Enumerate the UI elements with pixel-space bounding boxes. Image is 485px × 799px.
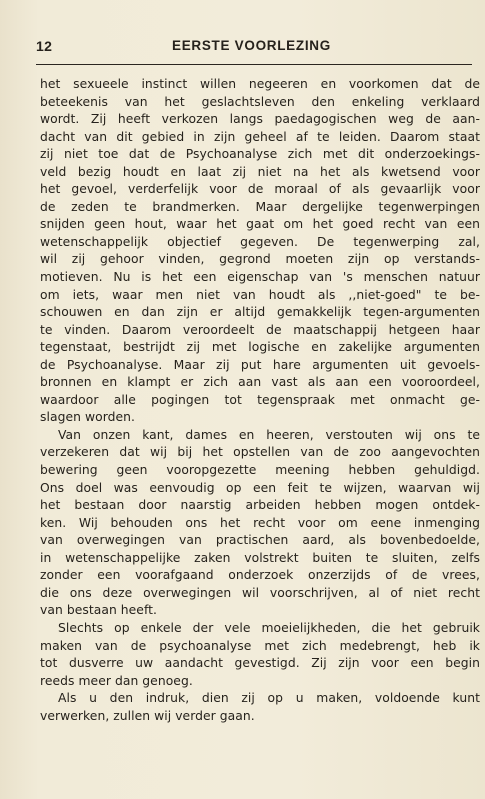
text-line: ken. Wij behouden ons het recht voor om eene inmenging bbox=[40, 515, 480, 530]
text-line: verwerken, zullen wij verder gaan. bbox=[40, 708, 255, 723]
text-line: Van onzen kant, dames en heeren, verstouten wij ons te bbox=[58, 427, 480, 442]
text-line: om iets, waar men niet van houdt als ,,niet-goed" te be- bbox=[40, 287, 480, 302]
text-line: bewering geen vooropgezette meening hebben gehuldigd. bbox=[40, 463, 480, 478]
text-line: waardoor alle pogingen tot tegenspraak met onmacht ge- bbox=[40, 392, 480, 407]
text-line: Slechts op enkele der vele moeielijkheden, die het gebruik bbox=[58, 620, 480, 635]
text-line: te vinden. Daarom veroordeelt de maatschappij hetgeen haar bbox=[40, 322, 480, 337]
text-line: het bestaan door naarstig arbeiden hebben mogen ontdek- bbox=[40, 498, 480, 513]
text-line: veld bezig houdt en laat zij niet na het als kwetsend voor bbox=[40, 164, 480, 179]
text-line: Als u den indruk, dien zij op u maken, voldoende kunt bbox=[58, 691, 480, 706]
text-line: verzekeren dat wij bij het opstellen van de zoo aangevochten bbox=[40, 445, 480, 460]
text-line: die ons deze overwegingen wil voorschrijven, al of niet recht bbox=[40, 585, 480, 600]
text-line: slagen worden. bbox=[40, 410, 135, 425]
text-line: motieven. Nu is het een eigenschap van 's menschen natuur bbox=[40, 270, 480, 285]
text-line: snijden geen hout, waar het gaat om het goed recht van een bbox=[40, 217, 480, 232]
text-line: reeds meer dan genoeg. bbox=[40, 673, 193, 688]
text-line: zij niet toe dat de Psychoanalyse zich met dit onderzoekings- bbox=[40, 147, 480, 162]
header-rule bbox=[36, 64, 472, 65]
text-line: tegenstaat, bestrijdt zij met logische en zakelijke argumenten bbox=[40, 340, 480, 355]
text-line: zonder een voorafgaand onderzoek onzerzijds of de vrees, bbox=[40, 568, 480, 583]
text-line: de Psychoanalyse. Maar zij put hare argumenten uit gevoels- bbox=[40, 357, 480, 372]
page-header bbox=[36, 38, 472, 58]
page-number: 12 bbox=[36, 38, 53, 54]
text-line: Ons doel was eenvoudig op een feit te wijzen, waarvan wij bbox=[40, 480, 480, 495]
text-line: tot dusverre uw aandacht gevestigd. Zij zijn voor een begin bbox=[40, 656, 480, 671]
running-title: EERSTE VOORLEZING bbox=[172, 38, 331, 53]
text-line: schouwen en dan zijn er altijd gemakkelijk tegen-argumenten bbox=[40, 305, 480, 320]
text-line: maken van de psychoanalyse met zich medebrengt, heb ik bbox=[40, 638, 480, 653]
text-line: wetenschappelijk objectief gegeven. De tegenwerping zal, bbox=[40, 234, 480, 249]
text-line: in wetenschappelijke zaken volstrekt buiten te sluiten, zelfs bbox=[40, 550, 480, 565]
text-line: het sexueele instinct willen negeeren en voorkomen dat de bbox=[40, 77, 480, 91]
text-line: bronnen en klampt er zich aan vast als aan een vooroordeel, bbox=[40, 375, 480, 390]
text-line: beteekenis van het geslachtsleven den enkeling verklaard bbox=[40, 94, 480, 109]
text-line: van bestaan heeft. bbox=[40, 603, 157, 618]
text-line: de zeden te brandmerken. Maar dergelijke tegenwerpingen bbox=[40, 199, 480, 214]
text-line: wordt. Zij heeft verkozen langs paedagogischen weg de aan- bbox=[40, 112, 480, 127]
text-line: dacht van dit gebied in zijn geheel af te leiden. Daarom staat bbox=[40, 129, 480, 144]
text-line: wil zij gehoor vinden, gegrond moeten zijn op verstands- bbox=[40, 252, 480, 267]
text-line: van overwegingen van practischen aard, als bovenbedoelde, bbox=[40, 533, 480, 548]
text-line: het gevoel, verderfelijk voor de moraal of als gevaarlijk voor bbox=[40, 182, 480, 197]
body-text bbox=[40, 76, 480, 725]
